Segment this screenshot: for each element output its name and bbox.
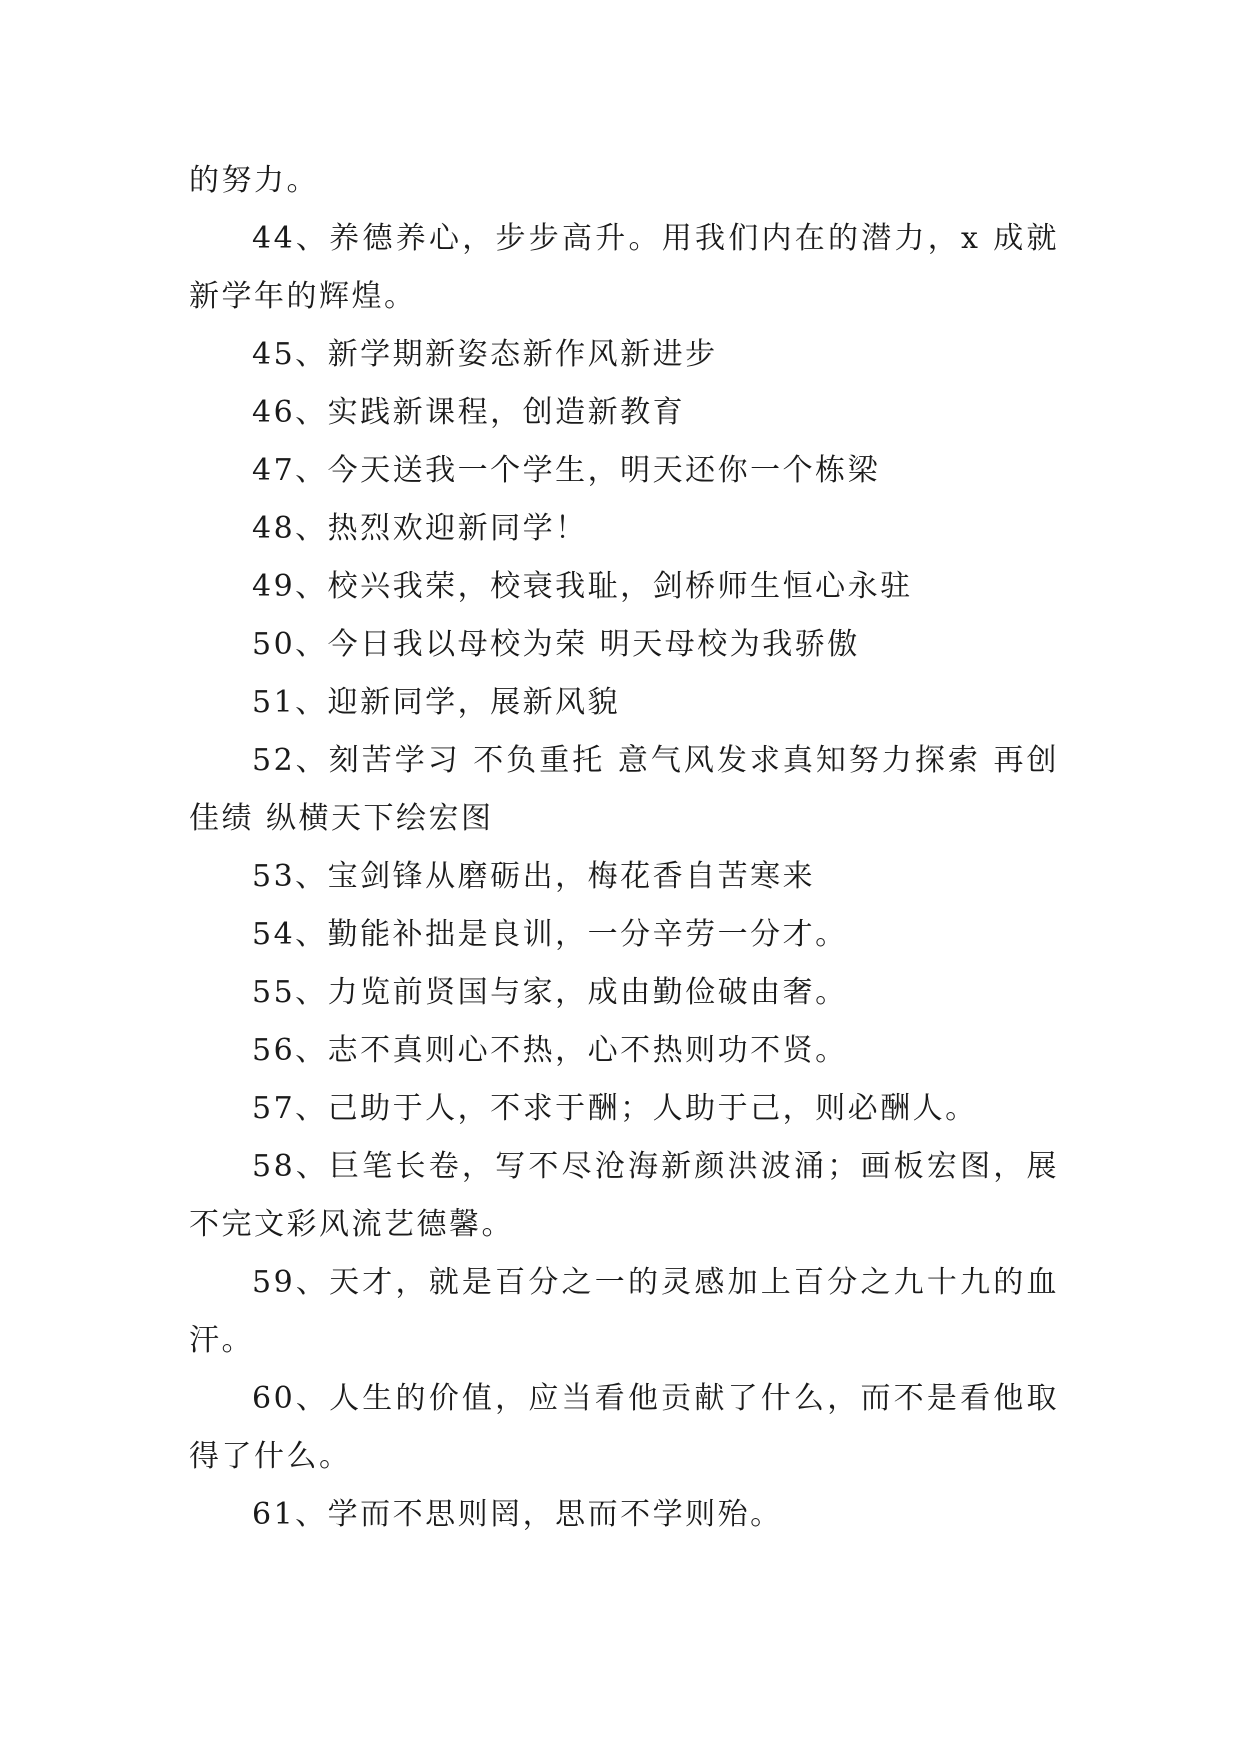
paragraph-continuation: 的努力。 xyxy=(189,163,319,198)
slogan-item-47: 47、今天送我一个学生，明天还你一个栋梁 xyxy=(252,453,881,488)
slogan-item-46: 46、实践新课程，创造新教育 xyxy=(252,395,686,430)
slogan-item-60: 60、人生的价值，应当看他贡献了什么，而不是看他取得了什么。 xyxy=(189,1381,1059,1474)
slogan-item-59: 59、天才，就是百分之一的灵感加上百分之九十九的血汗。 xyxy=(189,1265,1059,1358)
slogan-item-44: 44、养德养心，步步高升。用我们内在的潜力，x 成就新学年的辉煌。 xyxy=(189,221,1059,314)
slogan-item-57: 57、己助于人，不求于酬；人助于己，则必酬人。 xyxy=(252,1091,978,1126)
slogan-item-52: 52、刻苦学习 不负重托 意气风发求真知努力探索 再创佳绩 纵横天下绘宏图 xyxy=(189,743,1059,836)
slogan-item-53: 53、宝剑锋从磨砺出，梅花香自苦寒来 xyxy=(252,859,816,894)
slogan-item-51: 51、迎新同学，展新风貌 xyxy=(252,685,621,720)
slogan-item-56: 56、志不真则心不热，心不热则功不贤。 xyxy=(252,1033,848,1068)
slogan-item-58: 58、巨笔长卷，写不尽沧海新颜洪波涌；画板宏图，展不完文彩风流艺德馨。 xyxy=(189,1149,1059,1242)
slogan-item-61: 61、学而不思则罔，思而不学则殆。 xyxy=(252,1497,783,1532)
slogan-item-48: 48、热烈欢迎新同学！ xyxy=(252,511,588,546)
slogan-item-45: 45、新学期新姿态新作风新进步 xyxy=(252,337,718,372)
slogan-item-49: 49、校兴我荣，校衰我耻，剑桥师生恒心永驻 xyxy=(252,569,913,604)
slogan-item-50: 50、今日我以母校为荣 明天母校为我骄傲 xyxy=(252,627,860,662)
document-body xyxy=(189,152,1059,1544)
slogan-item-54: 54、勤能补拙是良训，一分辛劳一分才。 xyxy=(252,917,848,952)
slogan-item-55: 55、力览前贤国与家，成由勤俭破由奢。 xyxy=(252,975,848,1010)
